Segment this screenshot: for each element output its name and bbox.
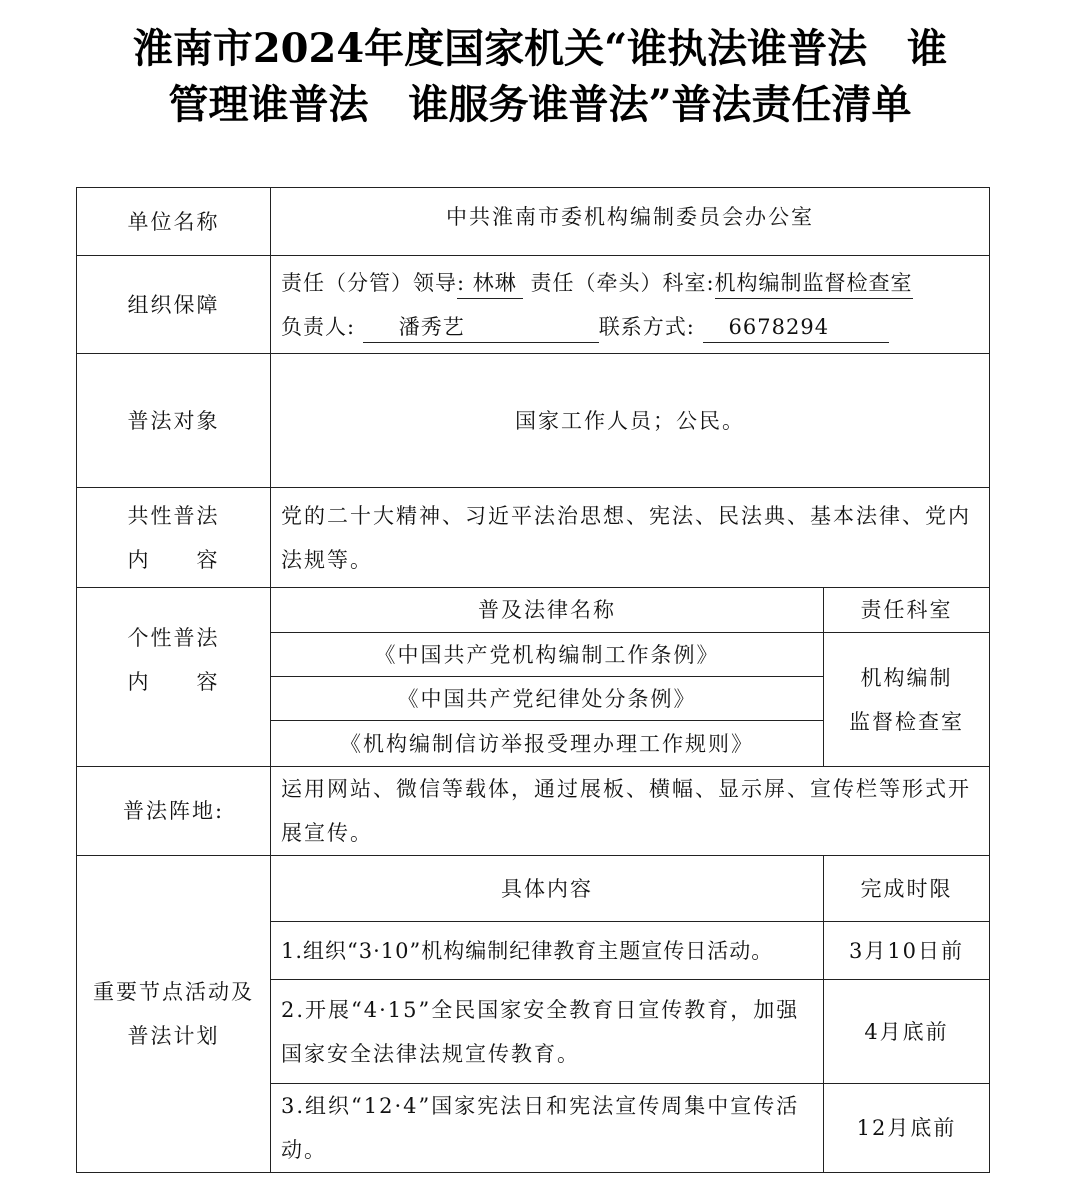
responsible-dept-line2: 监督检查室	[849, 709, 964, 734]
org-details	[271, 256, 990, 354]
law-item: 《中国共产党纪律处分条例》	[271, 677, 824, 721]
dept-name: 机构编制监督检查室	[715, 268, 913, 299]
law-column-header: 普及法律名称	[271, 588, 824, 633]
contact-label: 联系方式:	[598, 314, 695, 339]
law-item: 《中国共产党机构编制工作条例》	[271, 633, 824, 677]
plan-item-content: 2.开展“4·15”全民国家安全教育日宣传教育，加强国家安全法律法规宣传教育。	[271, 980, 824, 1084]
plan-label-line1: 重要节点活动及	[93, 980, 254, 1004]
plan-item-content: 3.组织“12·4”国家宪法日和宪法宣传周集中宣传活动。	[271, 1084, 824, 1173]
plan-item-deadline: 3月10日前	[824, 922, 990, 980]
responsible-dept	[824, 633, 990, 767]
row-venue	[77, 767, 990, 856]
person-name: 潘秀艺	[363, 312, 599, 343]
row-specific-header	[77, 588, 990, 633]
deadline-column-header: 完成时限	[824, 856, 990, 922]
contact-value: 6678294	[703, 312, 889, 343]
plan-item-deadline: 12月底前	[824, 1084, 990, 1173]
common-label-line1: 共性普法	[127, 503, 220, 528]
unit-value: 中共淮南市委机构编制委员会办公室	[271, 188, 990, 256]
common-label	[77, 488, 271, 588]
row-common	[77, 488, 990, 588]
row-audience	[77, 354, 990, 488]
common-label-line2: 内 容	[127, 547, 220, 572]
responsibility-table	[76, 187, 990, 1173]
law-item: 《机构编制信访举报受理办理工作规则》	[271, 721, 824, 767]
audience-value: 国家工作人员；公民。	[271, 354, 990, 488]
plan-label	[77, 856, 271, 1173]
venue-value: 运用网站、微信等载体，通过展板、横幅、显示屏、宣传栏等形式开展宣传。	[271, 767, 990, 856]
row-org	[77, 256, 990, 354]
leader-name: : 林琳	[457, 268, 523, 299]
plan-item-deadline: 4月底前	[824, 980, 990, 1084]
leader-label: 责任（分管）领导	[281, 270, 457, 295]
audience-label: 普法对象	[77, 354, 271, 488]
common-value: 党的二十大精神、习近平法治思想、宪法、民法典、基本法律、党内法规等。	[271, 488, 990, 588]
document-title-line-1: 淮南市2024年度国家机关“谁执法谁普法 谁	[132, 25, 948, 72]
content-column-header: 具体内容	[271, 856, 824, 922]
plan-label-line2: 普法计划	[127, 1024, 220, 1048]
row-plan-header	[77, 856, 990, 922]
document-title-line-2: 管理谁普法 谁服务谁普法”普法责任清单	[168, 81, 912, 128]
dept-label: 责任（牵头）科室:	[530, 270, 715, 295]
plan-item-content: 1.组织“3·10”机构编制纪律教育主题宣传日活动。	[271, 922, 824, 980]
responsible-dept-line1: 机构编制	[860, 665, 953, 690]
specific-label-line2: 内 容	[127, 670, 220, 694]
unit-label: 单位名称	[77, 188, 271, 256]
org-label: 组织保障	[77, 256, 271, 354]
specific-label-line1: 个性普法	[127, 626, 220, 650]
person-label: 负责人:	[281, 314, 356, 339]
dept-column-header: 责任科室	[824, 588, 990, 633]
row-unit	[77, 188, 990, 256]
venue-label: 普法阵地:	[77, 767, 271, 856]
specific-label	[77, 588, 271, 767]
